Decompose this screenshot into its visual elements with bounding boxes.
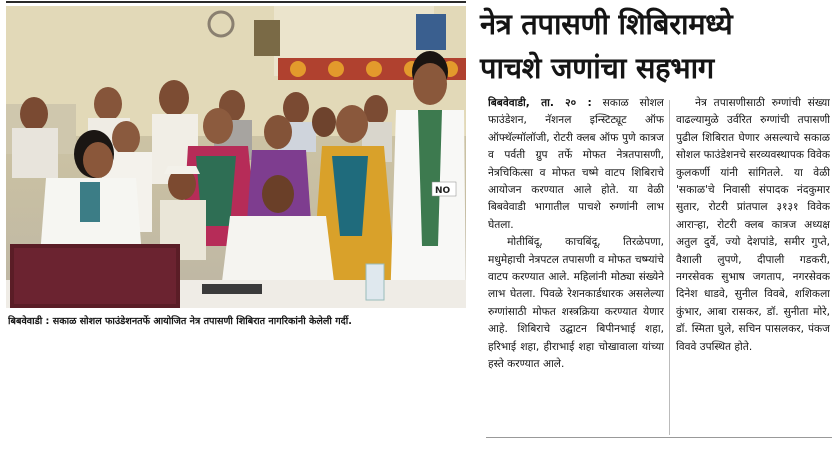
headline-line-2: पाचशे जणांचा सहभाग bbox=[480, 51, 714, 85]
headline-line-1: नेत्र तपासणी शिबिरामध्ये bbox=[480, 7, 733, 41]
dateline: बिबवेवाडी, ता. २० : bbox=[488, 97, 592, 109]
wall-frame bbox=[254, 20, 280, 56]
top-rule bbox=[6, 1, 466, 3]
machine-panel bbox=[14, 248, 176, 304]
trial-lens-frame bbox=[202, 284, 262, 294]
article-column-2 bbox=[676, 95, 830, 356]
article-column-1 bbox=[488, 95, 664, 374]
article-paragraph bbox=[488, 95, 664, 234]
article-paragraph: मोतीबिंदू, काचबिंदू, तिरळेपणा, मधुमेहाची नेत्रपटल तपासणी व मोफत चष्म्यांचे वाटप करण्यात आले. महिलांनी मोठ्या संख्येने लाभ घेतला. पिवळे रेशनकार्डधारक असलेल्या रुग्णांसाठी मोफत शस्त्रक्रिया करण्यात येणार आहे. शिबिराचे उद्घाटन बिपीनभाई शहा, हरिभाई शहा, हीराभाई शहा चोखावाला यांच्या हस्ते करण्यात आले. bbox=[488, 236, 664, 371]
garland-flower bbox=[290, 61, 306, 77]
wall-frame bbox=[416, 14, 446, 50]
coat-badge: NO bbox=[435, 186, 451, 196]
headline bbox=[480, 2, 835, 90]
paragraph-text: सकाळ सोशल फाउंडेशन, नॅशनल इन्स्टिट्यूट ऑफ ऑफ्थॅल्मॉलॉजी, रोटरी क्लब ऑफ पुणे कात्रज व पर्वती ग्रुप तर्फे मोफत नेत्रतपासणी, नेत्रचिकित्सा व मोफत चष्मे वाटप शिबिराचे आयोजन करण्यात आले होते. या वेळी बिबवेवाडी भागातील पाचशे रुग्णांनी लाभ घेतला. bbox=[488, 97, 664, 231]
photo-illustration bbox=[6, 6, 466, 308]
garland-flower bbox=[328, 61, 344, 77]
water-bottle bbox=[366, 264, 384, 300]
event-photo bbox=[6, 6, 466, 308]
photo-caption: बिबवेवाडी : सकाळ सोशल फाउंडेशनतर्फे आयोजित नेत्र तपासणी शिबिरात नागरिकांनी केलेली गर्दी. bbox=[8, 316, 352, 327]
bottom-rule bbox=[486, 437, 832, 438]
column-divider bbox=[669, 100, 670, 435]
article-paragraph: नेत्र तपासणीसाठी रुग्णांची संख्या वाढल्यामुळे उर्वरित रुग्णांची तपासणी पुढील शिबिरात घेणार असल्याचे सकाळ सोशल फाउंडेशनचे सरव्यवस्थापक विवेक कुलकर्णी यांनी सांगितले. या वेळी 'सकाळ'चे निवासी संपादक नंदकुमार सुतार, रोटरी प्रांतपाल ३१३१ विवेक आराऱ्हा, रोटरी क्लब कात्रज अध्यक्ष अतुल दुर्वे, ज्यो देशपांडे, समीर गुप्ते, वैशाली लुपणे, दीपाली गडकरी, नगरसेवक सुभाष जगताप, नगरसेवक दिनेश धाडवे, सुनील विवबे, शशिकला कुंभार, आबा रासकर, डॉ. सुनीता मोरे, डॉ. स्मिता घुले, सचिन पासलकर, पंकज विववे उपस्थित होते. bbox=[676, 97, 830, 353]
garland-flower bbox=[366, 61, 382, 77]
